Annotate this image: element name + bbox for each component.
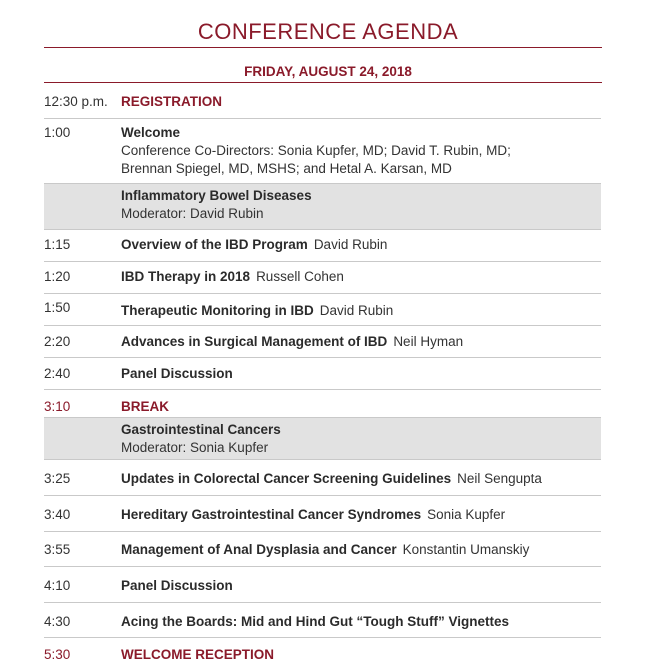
- agenda-row-welcome: [44, 119, 601, 184]
- agenda-speaker: Neil Sengupta: [457, 471, 542, 486]
- agenda-time: 1:15: [44, 237, 71, 252]
- agenda-title: Management of Anal Dysplasia and Cancer: [121, 542, 397, 557]
- agenda-title: Updates in Colorectal Cancer Screening Guidelines: [121, 471, 452, 486]
- agenda-time: 4:10: [44, 578, 71, 593]
- agenda-time: 1:50: [44, 300, 71, 315]
- agenda-row: [44, 294, 601, 326]
- agenda-speaker: Sonia Kupfer: [427, 507, 506, 522]
- agenda-row: [44, 262, 601, 294]
- agenda-title: Welcome: [121, 125, 181, 140]
- session-title: Gastrointestinal Cancers: [121, 422, 281, 437]
- page-title: CONFERENCE AGENDA: [197, 19, 459, 44]
- agenda-title: REGISTRATION: [121, 94, 222, 109]
- agenda-row: [44, 230, 601, 262]
- agenda-speaker: Konstantin Umanskiy: [402, 542, 530, 557]
- session-header-gi-cancers: [44, 418, 601, 460]
- agenda-title: Therapeutic Monitoring in IBD: [121, 303, 314, 318]
- agenda-row-break: [44, 390, 601, 418]
- agenda-row: [44, 460, 601, 496]
- agenda-title: Hereditary Gastrointestinal Cancer Syndromes: [121, 507, 422, 522]
- agenda-title: Panel Discussion: [121, 578, 233, 593]
- agenda-row: [44, 358, 601, 390]
- agenda-title: WELCOME RECEPTION: [121, 647, 275, 662]
- agenda-time: 3:40: [44, 507, 71, 522]
- agenda-time: 3:55: [44, 542, 71, 557]
- agenda-row-reception: [44, 638, 601, 668]
- agenda-time: 2:20: [44, 334, 71, 349]
- agenda-speaker: Russell Cohen: [256, 269, 344, 284]
- agenda-title: Advances in Surgical Management of IBD: [121, 334, 388, 349]
- agenda-time: 1:00: [44, 125, 71, 140]
- session-title: Inflammatory Bowel Diseases: [121, 188, 312, 203]
- title-divider: [44, 47, 602, 48]
- agenda-row: [44, 567, 601, 603]
- session-moderator: Moderator: Sonia Kupfer: [121, 440, 269, 455]
- agenda-time: 3:10: [44, 399, 71, 414]
- session-moderator: Moderator: David Rubin: [121, 206, 264, 221]
- agenda-description: Conference Co-Directors: Sonia Kupfer, MD; David T. Rubin, MD;: [121, 143, 511, 158]
- agenda-title: Panel Discussion: [121, 366, 233, 381]
- agenda-table: [44, 82, 601, 668]
- agenda-time: 3:25: [44, 471, 71, 486]
- agenda-row: [44, 603, 601, 638]
- agenda-row: [44, 532, 601, 567]
- agenda-row: [44, 496, 601, 532]
- agenda-time: 1:20: [44, 269, 71, 284]
- agenda-description: Brennan Spiegel, MD, MSHS; and Hetal A. Karsan, MD: [121, 161, 452, 176]
- agenda-time: 2:40: [44, 366, 71, 381]
- agenda-time: 5:30: [44, 647, 71, 662]
- day-heading: FRIDAY, AUGUST 24, 2018: [244, 64, 412, 79]
- agenda-title: Overview of the IBD Program: [121, 237, 308, 252]
- agenda-speaker: David Rubin: [319, 303, 394, 318]
- session-header-ibd: [44, 184, 601, 230]
- agenda-row-registration: [44, 82, 601, 119]
- agenda-title: IBD Therapy in 2018: [121, 269, 251, 284]
- agenda-speaker: Neil Hyman: [393, 334, 464, 349]
- agenda-title: BREAK: [121, 399, 170, 414]
- agenda-row: [44, 326, 601, 358]
- agenda-time: 12:30 p.m.: [44, 94, 108, 109]
- agenda-title: Acing the Boards: Mid and Hind Gut “Tough Stuff” Vignettes: [121, 614, 509, 629]
- agenda-time: 4:30: [44, 614, 71, 629]
- agenda-speaker: David Rubin: [313, 237, 388, 252]
